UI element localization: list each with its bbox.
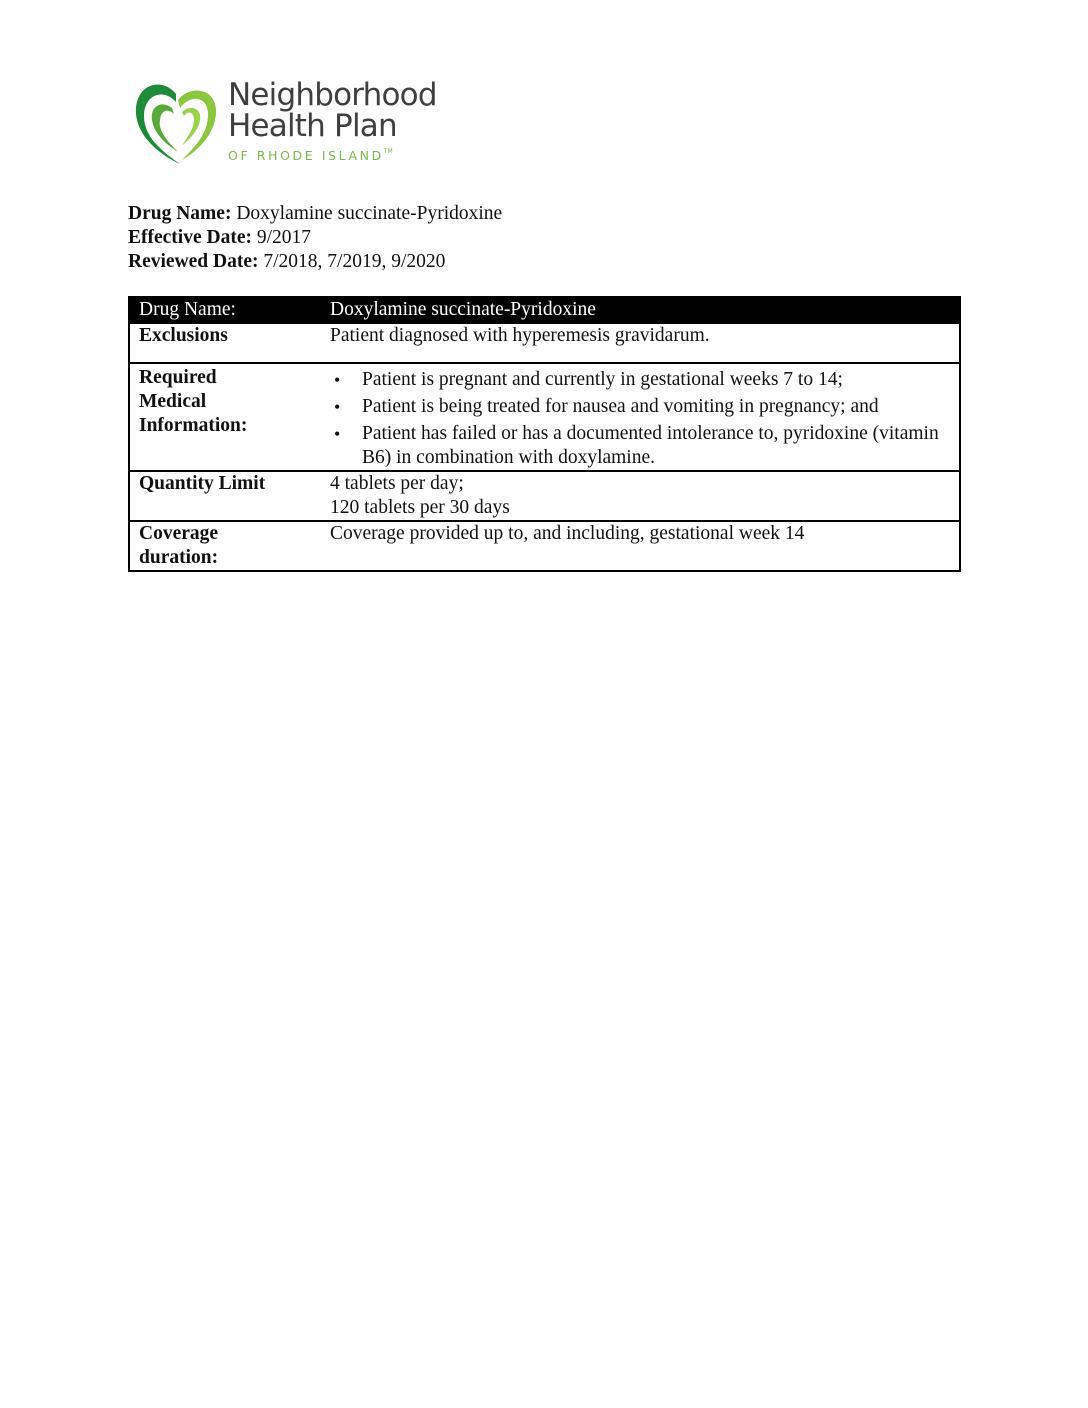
required-info-row xyxy=(129,363,960,471)
exclusions-row xyxy=(129,323,960,363)
policy-table xyxy=(128,296,961,572)
reviewed-date-line xyxy=(128,250,502,274)
logo-trademark: TM xyxy=(383,148,393,155)
required-info-value xyxy=(313,363,960,471)
quantity-line-2: 120 tablets per 30 days xyxy=(330,497,510,518)
coverage-duration-row xyxy=(129,521,960,571)
requirements-list xyxy=(330,368,951,470)
exclusions-value: Patient diagnosed with hyperemesis gravidarum. xyxy=(313,323,960,363)
list-item: • Patient is being treated for nausea and vomiting in pregnancy; and xyxy=(362,395,951,419)
effective-date-line xyxy=(128,226,502,250)
effective-date-label: Effective Date: xyxy=(128,227,252,248)
heart-logo-icon xyxy=(132,78,222,166)
header-label: Drug Name: xyxy=(129,297,313,323)
quantity-limit-row xyxy=(129,471,960,521)
logo-line-2: Health Plan xyxy=(228,108,397,144)
effective-date-value: 9/2017 xyxy=(256,227,312,248)
list-item: • Patient is pregnant and currently in gestational weeks 7 to 14; xyxy=(362,368,951,392)
required-label-line-3: Information: xyxy=(139,415,248,436)
required-label-line-2: Medical xyxy=(139,391,207,412)
drug-name-value: Doxylamine succinate-Pyridoxine xyxy=(236,203,503,224)
coverage-duration-label xyxy=(129,521,313,571)
quantity-line-1: 4 tablets per day; xyxy=(330,473,464,494)
coverage-label-line-1: Coverage xyxy=(139,523,219,544)
table-header-row xyxy=(129,297,960,323)
quantity-limit-value xyxy=(313,471,960,521)
drug-name-label: Drug Name: xyxy=(128,203,232,224)
reviewed-date-value: 7/2018, 7/2019, 9/2020 xyxy=(263,251,446,272)
logo-subtitle: OF RHODE ISLAND™ xyxy=(228,148,393,163)
reviewed-date-label: Reviewed Date: xyxy=(128,251,259,272)
required-label-line-1: Required xyxy=(139,367,217,388)
drug-name-line xyxy=(128,202,502,226)
document-metadata xyxy=(128,202,502,274)
coverage-label-line-2: duration: xyxy=(139,547,219,568)
exclusions-label: Exclusions xyxy=(129,323,313,363)
logo-line-1: Neighborhood xyxy=(228,77,437,113)
coverage-duration-value: Coverage provided up to, and including, gestational week 14 xyxy=(313,521,960,571)
quantity-limit-label: Quantity Limit xyxy=(129,471,313,521)
required-info-label xyxy=(129,363,313,471)
list-item: • Patient has failed or has a documented intolerance to, pyridoxine (vitamin B6) in combination with doxylamine. xyxy=(362,422,951,470)
company-logo xyxy=(132,77,437,170)
header-value: Doxylamine succinate-Pyridoxine xyxy=(313,297,960,323)
